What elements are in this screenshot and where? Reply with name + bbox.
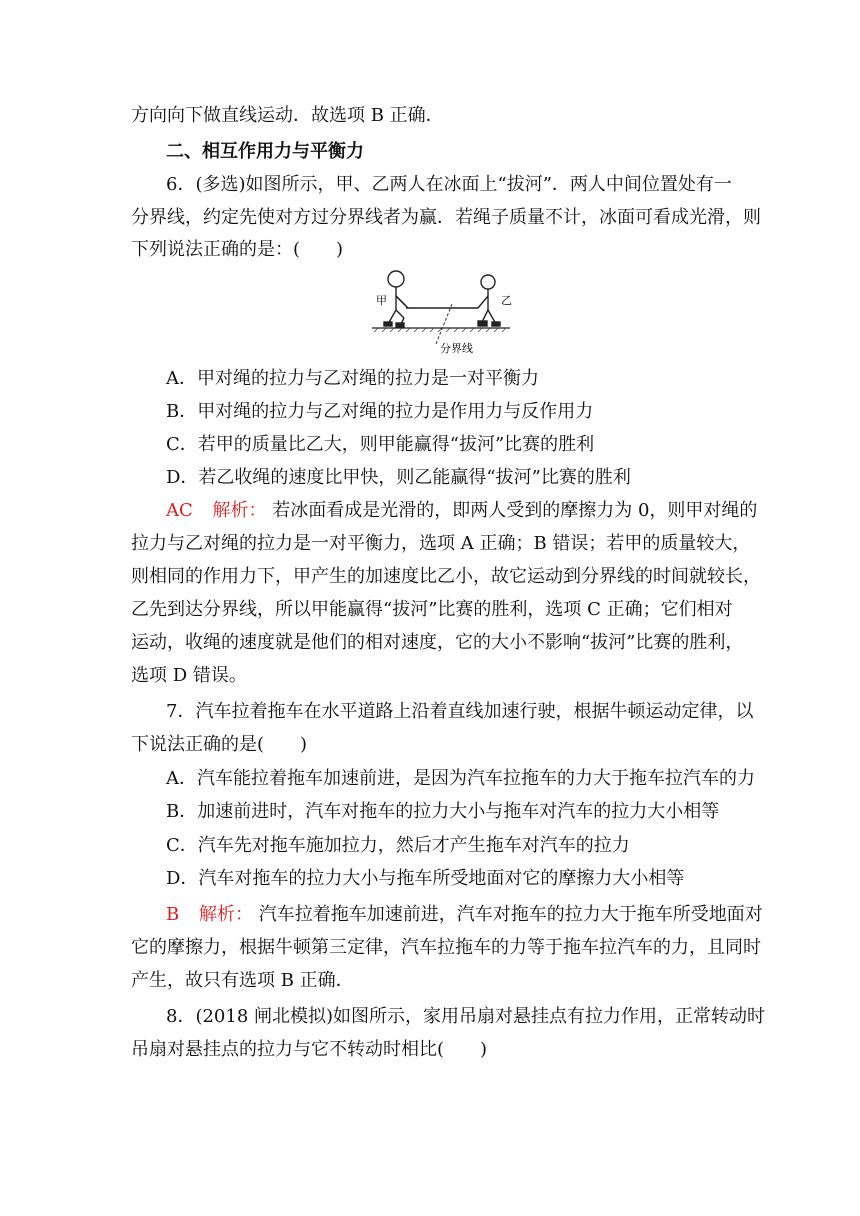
label-dividing-line: 分界线 (440, 342, 473, 355)
text: 6．(多选)如图所示，甲、乙两人在冰面上“拔河”．两人中间位置处有一 (166, 174, 732, 195)
q6-option-d (166, 466, 631, 490)
text: 吊扇对悬挂点的拉力与它不转动时相比( ) (131, 1039, 488, 1060)
section-title-text: 二、相互作用力与平衡力 (166, 141, 364, 162)
text: 8．(2018 闸北模拟)如图所示，家用吊扇对悬挂点有拉力作用，正常转动时 (166, 1006, 766, 1027)
q6-analysis-line5 (131, 631, 744, 655)
text: D．汽车对拖车的拉力大小与拖车所受地面对它的摩擦力大小相等 (166, 868, 685, 889)
text: 分界线，约定先使对方过分界线者为赢．若绳子质量不计，冰面可看成光滑，则 (131, 207, 761, 228)
text: C．若甲的质量比乙大，则甲能赢得“拔河”比赛的胜利 (166, 434, 595, 455)
q6-analysis-line4 (131, 598, 731, 622)
q7-analysis-line3 (131, 969, 354, 993)
dividing-line (436, 304, 452, 344)
q6-answer: AC (166, 500, 193, 521)
label-yi: 乙 (501, 294, 512, 307)
q7-option-b (166, 800, 719, 824)
text: 方向向下做直线运动．故选项 B 正确． (131, 105, 444, 126)
q8-stem-line2 (131, 1038, 487, 1062)
text: 则相同的作用力下，甲产生的加速度比乙小，故它运动到分界线的时间就较长， (131, 566, 761, 587)
q7-stem-line1 (166, 700, 754, 724)
text: 选项 D 错误。 (131, 665, 247, 686)
text: 乙先到达分界线，所以甲能赢得“拔河”比赛的胜利，选项 C 正确；它们相对 (131, 599, 733, 620)
q8-stem-line1 (166, 1005, 766, 1029)
q7-analysis-line1 (166, 903, 763, 927)
ground-hatch (374, 328, 506, 332)
text: B．甲对绳的拉力与乙对绳的拉力是作用力与反作用力 (166, 401, 594, 422)
text: 下列说法正确的是：( ) (131, 239, 344, 260)
q7-option-d (166, 867, 684, 891)
q6-option-b (166, 400, 593, 424)
text: 汽车拉着拖车加速前进，汽车对拖车的拉力大于拖车所受地面对 (258, 904, 763, 925)
person-jia (384, 271, 408, 327)
text: A．汽车能拉着拖车加速前进，是因为汽车拉拖车的力大于拖车拉汽车的力 (166, 768, 755, 789)
q7-analysis-label: 解析： (198, 904, 253, 925)
q7-stem-line2 (131, 733, 307, 757)
q6-analysis-label: 解析： (212, 500, 267, 521)
text: 它的摩擦力，根据牛顿第三定律，汽车拉拖车的力等于拖车拉汽车的力，且同时 (131, 937, 761, 958)
q6-option-c (166, 433, 594, 457)
q6-analysis-line6 (131, 664, 247, 688)
text: C．汽车先对拖车施加拉力，然后才产生拖车对汽车的拉力 (166, 835, 630, 856)
q6-option-a (166, 367, 539, 391)
text: 下说法正确的是( ) (131, 734, 308, 755)
text: 若冰面看成是光滑的，即两人受到的摩擦力为 0，则甲对绳的 (272, 500, 758, 521)
text: 运动，收绳的速度就是他们的相对速度，它的大小不影响“拔河”比赛的胜利， (131, 632, 744, 653)
text: A．甲对绳的拉力与乙对绳的拉力是一对平衡力 (166, 368, 539, 389)
label-jia: 甲 (376, 294, 387, 307)
q7-option-c (166, 834, 630, 858)
q6-analysis-line2 (131, 532, 751, 556)
q7-answer: B (166, 904, 180, 925)
text: D．若乙收绳的速度比甲快，则乙能赢得“拔河”比赛的胜利 (166, 467, 631, 488)
text: 拉力与乙对绳的拉力是一对平衡力，选项 A 正确；B 错误；若甲的质量较大， (131, 533, 751, 554)
text: B．加速前进时，汽车对拖车的拉力大小与拖车对汽车的拉力大小相等 (166, 801, 720, 822)
q7-analysis-line2 (131, 936, 761, 960)
text: 产生，故只有选项 B 正确． (131, 970, 354, 991)
q6-analysis-line1 (166, 499, 757, 523)
q6-stem-line2 (131, 206, 761, 230)
intro-line (131, 104, 444, 128)
section-title (166, 140, 364, 164)
q7-option-a (166, 767, 755, 791)
person-yi (478, 275, 500, 326)
tug-of-war-diagram (366, 266, 516, 358)
text: 7．汽车拉着拖车在水平道路上沿着直线加速行驶，根据牛顿运动定律，以 (166, 701, 754, 722)
q6-stem-line1 (166, 173, 731, 197)
q6-analysis-line3 (131, 565, 761, 589)
tug-of-war-figure (366, 266, 516, 358)
q6-stem-line3 (131, 238, 343, 262)
